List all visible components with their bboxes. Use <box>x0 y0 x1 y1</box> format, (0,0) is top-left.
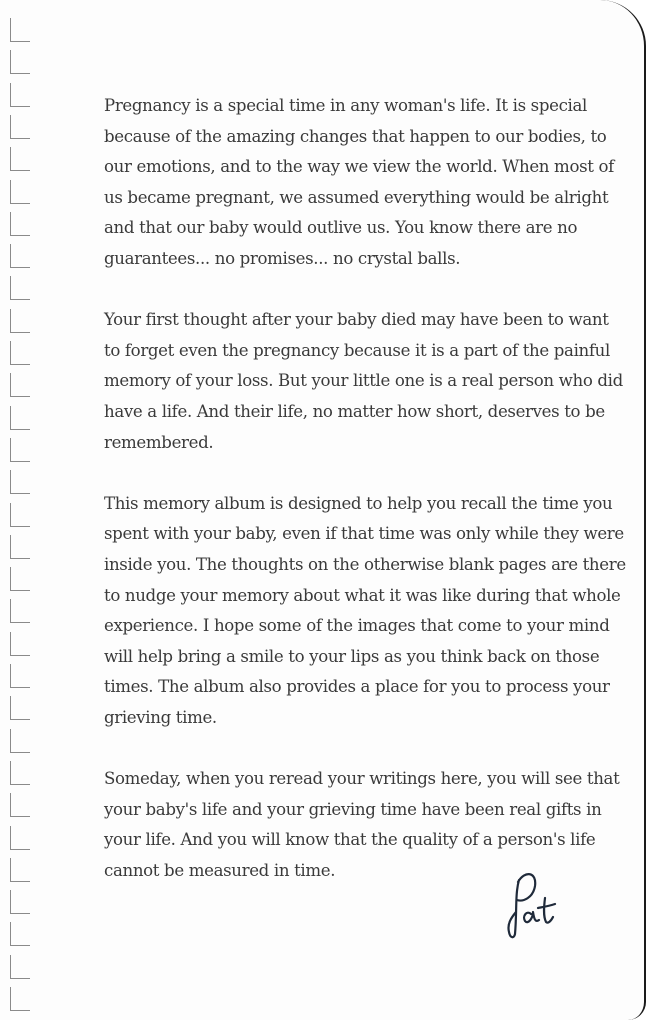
binding-tick <box>10 406 30 430</box>
binding-tick <box>10 50 30 74</box>
text-line: This memory album is designed to help you recall the time you <box>104 493 613 513</box>
binding-tick <box>10 438 30 462</box>
text-line: memory of your loss. But your little one is a real person who did <box>104 371 623 391</box>
text-line: times. The album also provides a place for you to process your <box>104 677 610 697</box>
binding-tick <box>10 18 30 42</box>
binding-tick <box>10 309 30 333</box>
binding-tick <box>10 761 30 785</box>
binding-tick <box>10 955 30 979</box>
text-line: remembered. <box>104 432 214 452</box>
text-line: cannot be measured in time. <box>104 860 336 880</box>
text-line: have a life. And their life, no matter how short, deserves to be <box>104 401 605 421</box>
binding-tick <box>10 470 30 494</box>
binding-tick <box>10 373 30 397</box>
binding-tick <box>10 858 30 882</box>
binding-tick <box>10 212 30 236</box>
spiral-binding-marks <box>0 0 40 1024</box>
intro-letter <box>104 91 626 917</box>
text-line: to forget even the pregnancy because it is a part of the painful <box>104 340 610 360</box>
text-line: our emotions, and to the way we view the world. When most of <box>104 157 614 177</box>
text-line: because of the amazing changes that happen to our bodies, to <box>104 126 607 146</box>
text-line: grieving time. <box>104 707 217 727</box>
binding-tick <box>10 922 30 946</box>
binding-tick <box>10 535 30 559</box>
binding-tick <box>10 503 30 527</box>
text-line: your life. And you will know that the quality of a person's life <box>104 830 596 850</box>
text-line: to nudge your memory about what it was like during that whole <box>104 585 621 605</box>
text-line: and that our baby would outlive us. You know there are no <box>104 218 578 238</box>
paragraph-3 <box>104 489 626 734</box>
binding-tick <box>10 115 30 139</box>
binding-tick <box>10 599 30 623</box>
text-line: inside you. The thoughts on the otherwise blank pages are there <box>104 554 626 574</box>
paragraph-1 <box>104 91 614 275</box>
binding-tick <box>10 987 30 1011</box>
text-line: guarantees... no promises... no crystal balls. <box>104 248 461 268</box>
text-line: experience. I hope some of the images that come to your mind <box>104 616 610 636</box>
text-line: your baby's life and your grieving time have been real gifts in <box>104 799 602 819</box>
text-line: us became pregnant, we assumed everything would be alright <box>104 187 609 207</box>
binding-tick <box>10 729 30 753</box>
binding-tick <box>10 826 30 850</box>
text-line: Pregnancy is a special time in any woman's life. It is special <box>104 96 587 115</box>
text-line: Someday, when you reread your writings here, you will see that <box>104 769 620 789</box>
binding-tick <box>10 664 30 688</box>
binding-tick <box>10 793 30 817</box>
binding-tick <box>10 83 30 107</box>
binding-tick <box>10 147 30 171</box>
binding-tick <box>10 341 30 365</box>
text-line: spent with your baby, even if that time was only while they were <box>104 524 624 544</box>
binding-tick <box>10 696 30 720</box>
paragraph-2 <box>104 305 623 458</box>
binding-tick <box>10 567 30 591</box>
binding-tick <box>10 890 30 914</box>
binding-tick <box>10 276 30 300</box>
text-line: Your first thought after your baby died may have been to want <box>104 310 609 330</box>
binding-tick <box>10 244 30 268</box>
binding-tick <box>10 180 30 204</box>
handwritten-signature <box>505 860 575 940</box>
binding-tick <box>10 632 30 656</box>
text-line: will help bring a smile to your lips as you think back on those <box>104 646 600 666</box>
